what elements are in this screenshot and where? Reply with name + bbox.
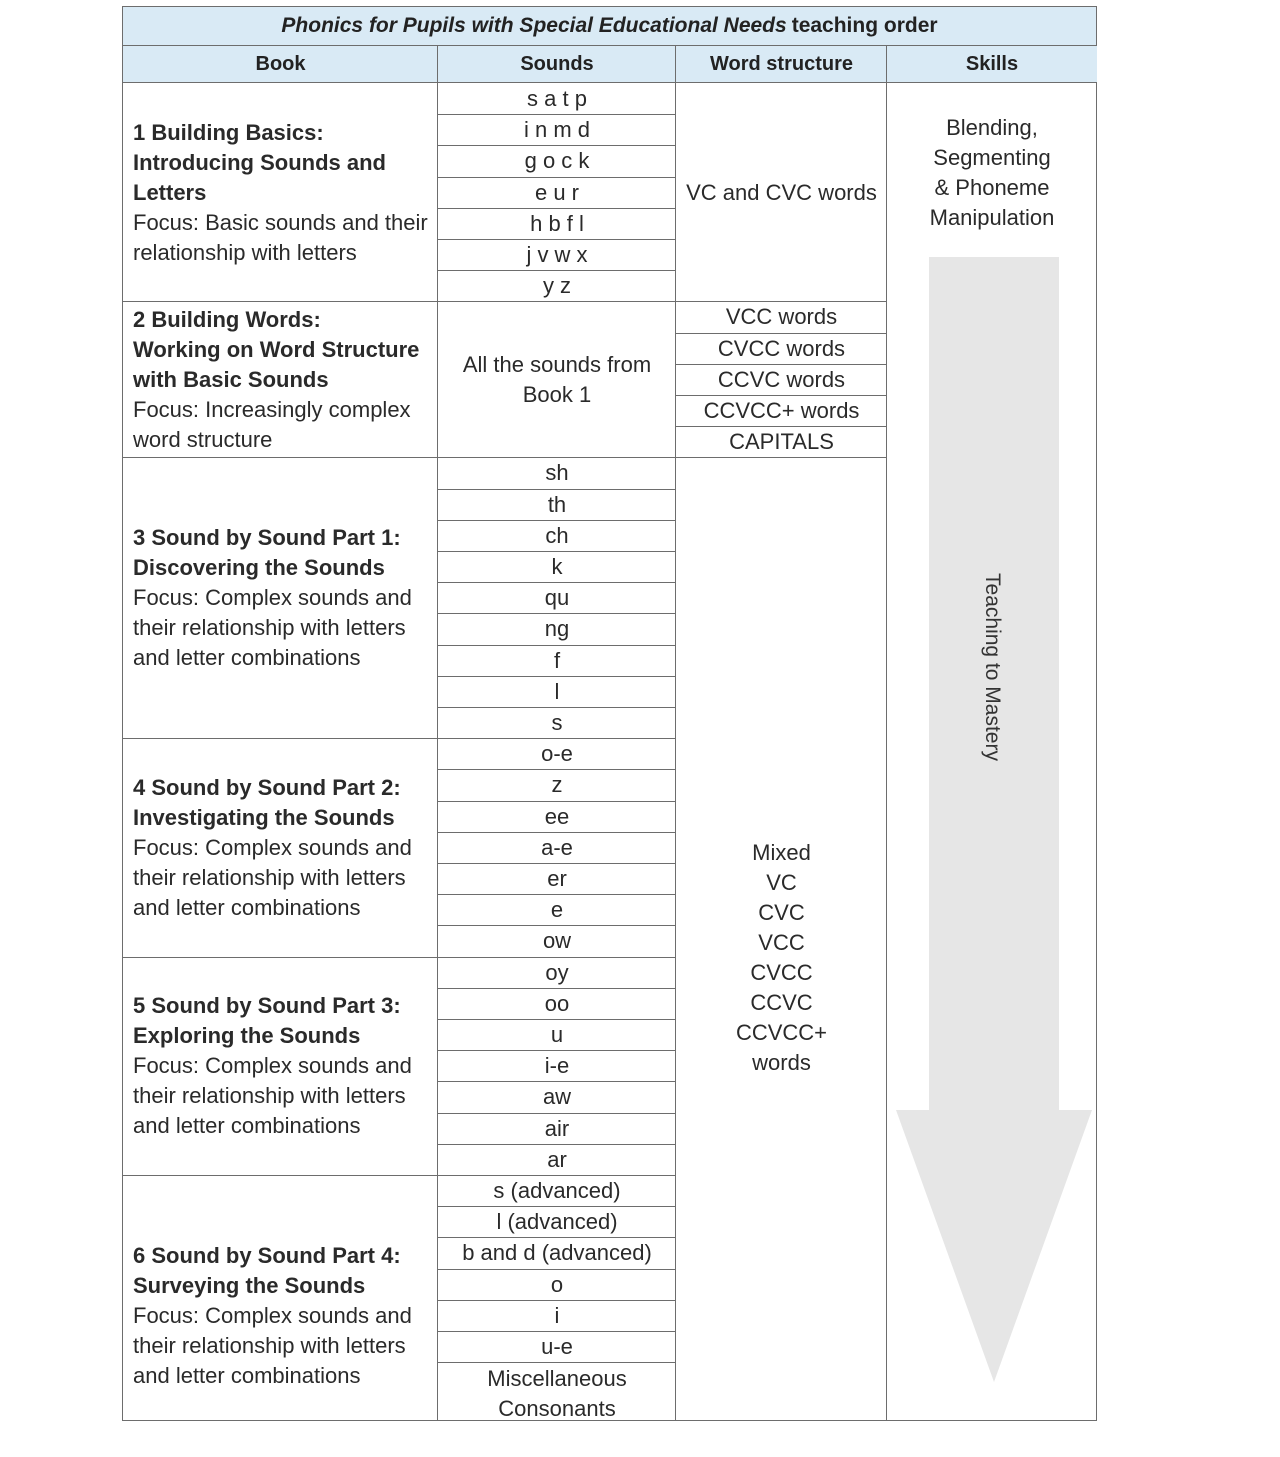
word-structure-cell: CCVCC+ words [676, 396, 887, 427]
sound-cell: ow [438, 926, 676, 957]
sound-cell: o-e [438, 739, 676, 770]
sound-cell: air [438, 1114, 676, 1145]
text-line: 5 Sound by Sound Part 3: [133, 993, 401, 1019]
sound-cell: s (advanced) [438, 1176, 676, 1207]
word-structure-cell: CVCC words [676, 334, 887, 365]
text-line: 3 Sound by Sound Part 1: [133, 525, 401, 551]
sound-cell: j v w x [438, 240, 676, 271]
book-cell [123, 302, 438, 458]
text-line: Focus: Complex sounds and [133, 834, 412, 860]
skills-line: Manipulation [929, 205, 1055, 230]
word-structure-cell [676, 458, 887, 1456]
sound-cell: qu [438, 583, 676, 614]
arrow-label [887, 257, 1097, 1077]
text-line: and letter combinations [133, 1113, 361, 1139]
sound-cell: aw [438, 1082, 676, 1113]
text-line: Focus: Complex sounds and [133, 585, 412, 611]
book-cell [123, 958, 438, 1176]
word-structure-cell: VC and CVC words [676, 84, 887, 302]
sound-cell: u-e [438, 1332, 676, 1363]
header-skills: Skills [887, 46, 1097, 83]
text-line: Book 1 [522, 381, 592, 407]
skills-line: & Phoneme [934, 175, 1050, 200]
sound-cell: o [438, 1270, 676, 1301]
text-line: VCC [758, 929, 805, 955]
sound-cell: i [438, 1301, 676, 1332]
title-rest: teaching order [791, 14, 938, 37]
text-line: word structure [133, 426, 273, 452]
text-line: their relationship with letters [133, 1083, 406, 1109]
text-line: and letter combinations [133, 1363, 361, 1389]
sound-cell: u [438, 1020, 676, 1051]
text-line: CCVC [750, 989, 813, 1015]
arrow-label-text: Teaching to Mastery [981, 573, 1004, 761]
book-cell [123, 458, 438, 739]
text-line: Working on Word Structure [133, 336, 420, 362]
sound-cell: e [438, 895, 676, 926]
sound-cell: oy [438, 958, 676, 989]
text-line: relationship with letters [133, 239, 357, 265]
text-line: 2 Building Words: [133, 306, 321, 332]
text-line: CVCC [750, 959, 813, 985]
text-line: Consonants [498, 1396, 616, 1422]
word-structure-cell: CAPITALS [676, 427, 887, 458]
word-structure-cell: CCVC words [676, 365, 887, 396]
sound-cell: e u r [438, 178, 676, 209]
skills-description [887, 113, 1097, 233]
text-line: All the sounds from [462, 351, 652, 377]
sound-cell: sh [438, 458, 676, 489]
text-line: Miscellaneous [487, 1366, 627, 1392]
text-line: Focus: Complex sounds and [133, 1303, 412, 1329]
book-cell [123, 84, 438, 302]
column-divider [675, 46, 676, 1420]
text-line: 4 Sound by Sound Part 2: [133, 774, 401, 800]
text-line: their relationship with letters [133, 615, 406, 641]
book-cell [123, 1176, 438, 1457]
title-italic: Phonics for Pupils with Special Educational Needs [281, 14, 787, 37]
sound-cell: a-e [438, 833, 676, 864]
text-line: Investigating the Sounds [133, 804, 395, 830]
text-line: words [752, 1049, 811, 1075]
sound-cell: l (advanced) [438, 1207, 676, 1238]
text-line: CVC [758, 899, 805, 925]
sound-cell: er [438, 864, 676, 895]
sound-cell: ar [438, 1145, 676, 1176]
sound-cell: ch [438, 521, 676, 552]
word-structure-cell: VCC words [676, 302, 887, 333]
text-line: Focus: Increasingly complex [133, 396, 411, 422]
teaching-order-table [122, 6, 1097, 1421]
text-line: Discovering the Sounds [133, 555, 385, 581]
text-line: Exploring the Sounds [133, 1023, 361, 1049]
text-line: Mixed [752, 839, 811, 865]
text-line: VC [766, 869, 797, 895]
sound-cell: th [438, 490, 676, 521]
text-line: 6 Sound by Sound Part 4: [133, 1243, 401, 1269]
table-title [123, 7, 1096, 46]
sound-cell: s a t p [438, 84, 676, 115]
skills-line: Blending, [946, 115, 1038, 140]
column-divider [886, 46, 887, 1420]
sound-cell: i n m d [438, 115, 676, 146]
sound-cell: ee [438, 802, 676, 833]
text-line: their relationship with letters [133, 864, 406, 890]
sound-cell: g o c k [438, 146, 676, 177]
column-divider [437, 46, 438, 1420]
text-line: and letter combinations [133, 645, 361, 671]
text-line: CCVCC+ [735, 1019, 828, 1045]
sound-cell: f [438, 646, 676, 677]
sound-cell [438, 1363, 676, 1425]
text-line: Surveying the Sounds [133, 1273, 366, 1299]
header-word-structure: Word structure [676, 46, 887, 83]
sound-cell: ng [438, 614, 676, 645]
text-line: Introducing Sounds and [133, 149, 386, 175]
sound-cell: b and d (advanced) [438, 1238, 676, 1269]
text-line: Letters [133, 179, 207, 205]
sound-cell: k [438, 552, 676, 583]
text-line: 1 Building Basics: [133, 119, 324, 145]
sound-cell: i-e [438, 1051, 676, 1082]
header-sounds: Sounds [438, 46, 676, 83]
text-line: and letter combinations [133, 894, 361, 920]
header-book: Book [123, 46, 438, 83]
sound-cell: h b f l [438, 209, 676, 240]
sound-cell: l [438, 677, 676, 708]
sound-cell: s [438, 708, 676, 739]
sound-cell [438, 302, 676, 458]
book-cell [123, 739, 438, 957]
text-line: with Basic Sounds [133, 366, 329, 392]
text-line: Focus: Basic sounds and their [133, 209, 428, 235]
sound-cell: y z [438, 271, 676, 302]
text-line: Focus: Complex sounds and [133, 1053, 412, 1079]
sound-cell: oo [438, 989, 676, 1020]
skills-line: Segmenting [933, 145, 1051, 170]
sound-cell: z [438, 770, 676, 801]
text-line: their relationship with letters [133, 1333, 406, 1359]
